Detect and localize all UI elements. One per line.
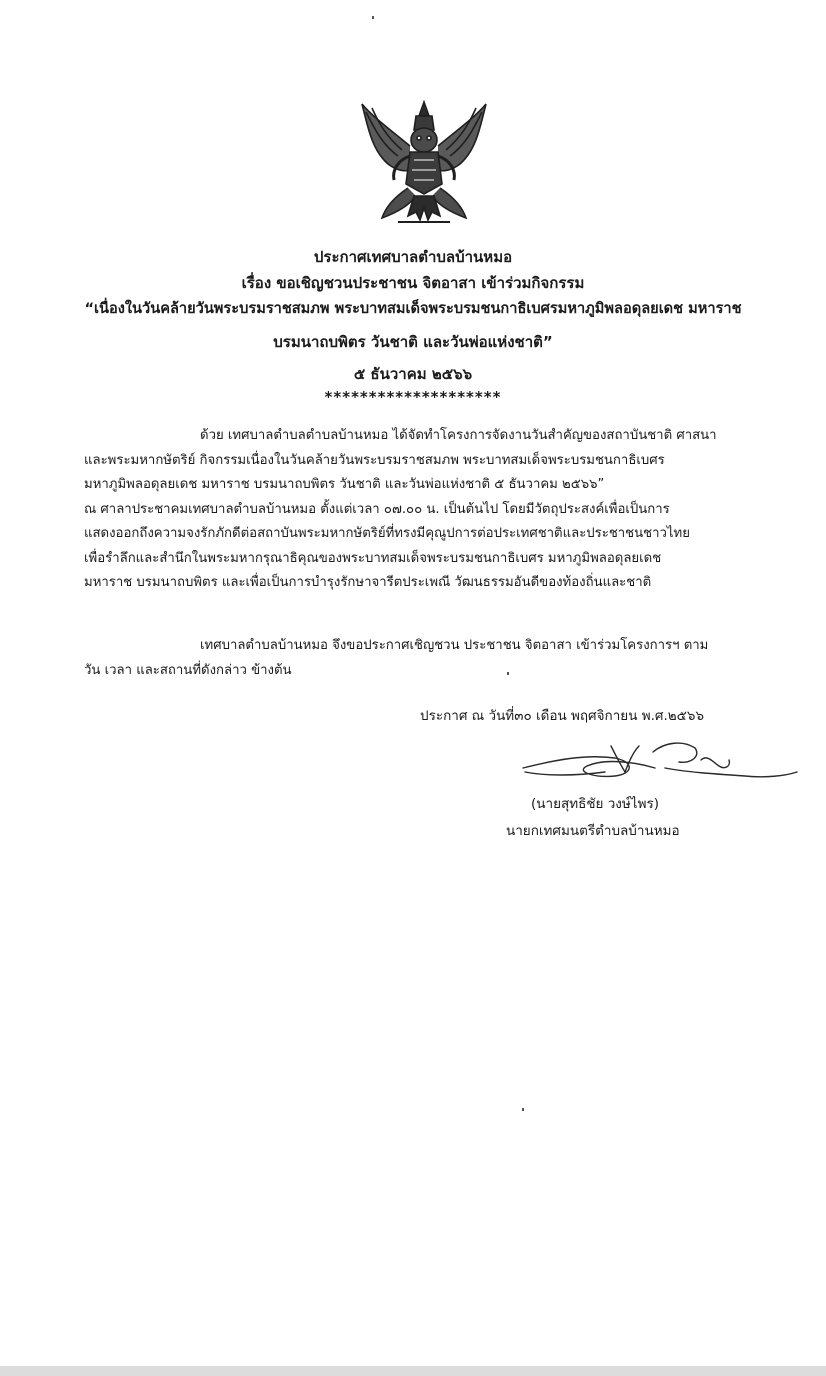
scan-speck [522,1108,524,1111]
paragraph-line: ณ ศาลาประชาคมเทศบาลตำบลบ้านหมอ ตั้งแต่เวลา ๐๗.๐๐ น. เป็นต้นไป โดยมีวัตถุประสงค์เพื่อเป็นการ [84,501,670,517]
announcement-title: ประกาศเทศบาลตำบลบ้านหมอ [313,248,513,266]
bottom-strip [0,1366,826,1376]
body-paragraph-2 [84,634,784,683]
paragraph-line: เทศบาลตำบลบ้านหมอ จึงขอประกาศเชิญชวน ประชาชน จิตอาสา เข้าร่วมโครงการฯ ตาม [200,638,709,653]
event-title-line2: บรมนาถบพิตร วันชาติ และวันพ่อแห่งชาติ” [273,333,553,351]
paragraph-line: มหาราช บรมนาถบพิตร และเพื่อเป็นการบำรุงรักษาจารีตประเพณี วัฒนธรรมอันดีของท้องถิ่นและชาติ [84,575,652,590]
paragraph-line: วัน เวลา และสถานที่ดังกล่าว ข้างต้น [84,662,292,678]
announcement-date: ประกาศ ณ วันที่๓๐ เดือน พฤศจิกายน พ.ศ.๒๕๖๖ [420,708,705,724]
body-paragraph-1 [84,424,784,596]
signer-name: (นายสุทธิชัย วงษ์ไพร) [531,796,660,812]
paragraph-line: และพระมหากษัตริย์ กิจกรรมเนื่องในวันคล้ายวันพระบรมราชสมภพ พระบาทสมเด็จพระบรมชนกาธิเบศร [84,452,665,468]
scan-speck [372,16,374,19]
subject-line: เรื่อง ขอเชิญชวนประชาชน จิตอาสา เข้าร่วมกิจกรรม [241,274,585,292]
paragraph-line: เพื่อรำลึกและสำนึกในพระมหากรุณาธิคุณของพระบาทสมเด็จพระบรมชนกาธิเบศร มหาภูมิพลอดุลยเดช [84,550,662,566]
signature-image [515,732,800,792]
scan-speck [507,672,509,675]
signer-title: นายกเทศมนตรีตำบลบ้านหมอ [506,823,680,839]
separator: ******************** [324,388,502,406]
paragraph-line: มหาภูมิพลอดุลยเดช มหาราช บรมนาถบพิตร วันชาติ และวันพ่อแห่งชาติ ๕ ธันวาคม ๒๕๖๖” [84,477,605,492]
garuda-emblem-icon [358,98,490,228]
paragraph-line: ด้วย เทศบาลตำบลตำบลบ้านหมอ ได้จัดทำโครงการจัดงานวันสำคัญของสถาบันชาติ ศาสนา [200,428,717,443]
event-title-line1: “เนื่องในวันคล้ายวันพระบรมราชสมภพ พระบาทสมเด็จพระบรมชนกาธิเบศรมหาภูมิพลอดุลยเดช มหาราช [84,300,742,317]
event-date: ๕ ธันวาคม ๒๕๖๖ [353,365,473,383]
paragraph-line: แสดงออกถึงความจงรักภักดีต่อสถาบันพระมหากษัตริย์ที่ทรงมีคุณูปการต่อประเทศชาติและประชาชนชาวไทย [84,526,690,541]
